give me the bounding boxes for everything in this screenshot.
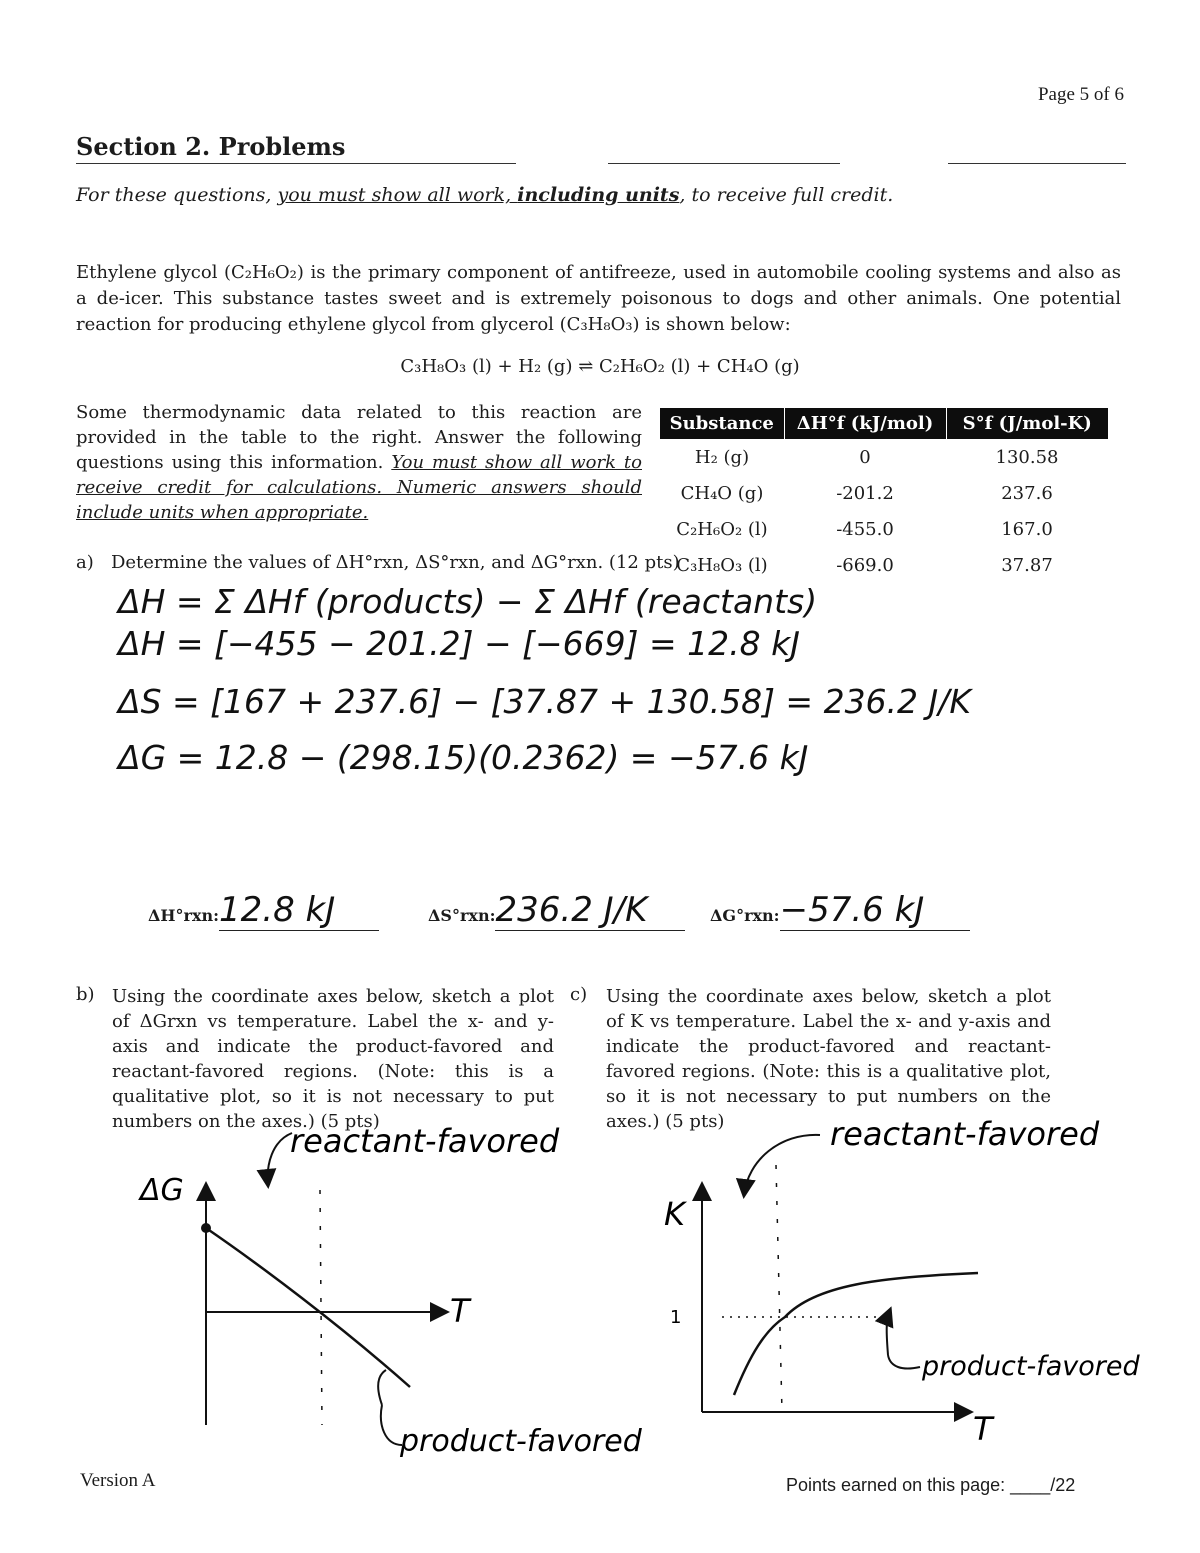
k-vs-t-plot (640, 1105, 1190, 1450)
thermo-data-table (660, 408, 1108, 583)
table-cell: -201.2 (836, 482, 894, 504)
work-line-1: ΔH = Σ ΔHf (products) − Σ ΔHf (reactants) (118, 582, 818, 621)
work-line-3: ΔS = [167 + 237.6] − [37.87 + 130.58] = 236.2 J/K (118, 682, 972, 721)
product-bracket (381, 1405, 402, 1445)
table-row (660, 547, 1108, 583)
t-axis-label: T (973, 1410, 993, 1448)
crossover-line (776, 1165, 782, 1412)
product-annotation: product-favored (400, 1424, 642, 1459)
dg-vs-t-plot (120, 1125, 680, 1485)
instructions-prefix: For these questions, (76, 184, 278, 206)
section-title: Section 2. Problems (76, 132, 346, 161)
part-a-label: a) (76, 552, 94, 573)
footer-points: Points earned on this page: ____/22 (786, 1475, 1076, 1495)
instructions-suffix: , to receive full credit. (679, 184, 894, 206)
part-b-text: Using the coordinate axes below, sketch a plot of ΔGrxn vs temperature. Label the x- and y-axis and indicate the product-favored and reactant-favored regions. (Note: this is a qualitative plot, so it is not necessary to put numbers on the axes.) (5 pts) (112, 986, 554, 1132)
table-header: S°f (J/mol-K) (946, 408, 1108, 439)
rule-3 (948, 163, 1126, 164)
product-bracket (888, 1355, 920, 1369)
dg-label: ΔG°rxn: (710, 906, 780, 925)
rule-1 (76, 163, 516, 164)
table-header: ΔH°f (kJ/mol) (784, 408, 946, 439)
dh-label: ΔH°rxn: (148, 906, 220, 925)
table-cell: -455.0 (836, 518, 894, 540)
dg-curve (206, 1228, 410, 1387)
table-row (660, 475, 1108, 511)
work-line-2: ΔH = [−455 − 201.2] − [−669] = 12.8 kJ (118, 624, 800, 663)
reactant-arrow (268, 1133, 292, 1185)
table-header: Substance (660, 408, 784, 439)
t-axis-label: T (450, 1292, 470, 1330)
part-a-prompt-text: Determine the values of ΔH°rxn, ΔS°rxn, and ΔG°rxn. (12 pts) (110, 552, 680, 573)
k-one-tick: 1 (670, 1307, 682, 1328)
part-b-label: b) (76, 984, 95, 1005)
table-cell: -669.0 (836, 554, 894, 576)
table-cell: H₂ (g) (694, 446, 750, 468)
table-cell: 167.0 (1001, 518, 1053, 540)
reaction-equation: C₃H₈O₃ (l) + H₂ (g) ⇌ C₂H₆O₂ (l) + CH₄O (g) (400, 356, 800, 377)
dg-axis-label: ΔG (140, 1173, 184, 1208)
ds-value: 236.2 J/K (495, 890, 648, 930)
dh-answer (148, 890, 379, 931)
table-cell: 237.6 (1001, 482, 1053, 504)
product-arrow (378, 1370, 386, 1405)
table-row (660, 439, 1108, 475)
data-intro-underlined: You must show all work to receive credit for calculations. Numeric answers should include units when appropriate. (76, 452, 642, 523)
part-c-text: Using the coordinate axes below, sketch a plot of K vs temperature. Label the x- and y-axis and indicate the product-favored and reactant-favored regions. (Note: this is a qualitative plot, so it is not necessary to put numbers on the axes.) (5 pts) (606, 986, 1051, 1132)
table-row (660, 511, 1108, 547)
dg-value: −57.6 kJ (779, 890, 925, 930)
crossover-line (320, 1190, 322, 1425)
rule-2 (608, 163, 840, 164)
data-intro (76, 400, 642, 525)
product-annotation: product-favored (922, 1351, 1140, 1382)
table-cell: 37.87 (1001, 554, 1053, 576)
instructions-bold: including units (517, 184, 680, 206)
ds-label: ΔS°rxn: (428, 906, 496, 925)
part-c-label: c) (570, 984, 588, 1005)
reactant-annotation: reactant-favored (290, 1125, 560, 1160)
table-cell: C₂H₆O₂ (l) (676, 518, 768, 540)
dg-answer (710, 890, 970, 931)
table-cell: 130.58 (995, 446, 1059, 468)
footer-version: Version A (80, 1470, 156, 1491)
dh-value: 12.8 kJ (219, 890, 336, 930)
product-arrow (887, 1310, 890, 1355)
data-intro-text: Some thermodynamic data related to this reaction are provided in the table to the right. Answer the following questions using this information. (76, 402, 642, 473)
intro-paragraph: Ethylene glycol (C₂H₆O₂) is the primary component of antifreeze, used in automobile cooling systems and also as a de-icer. This substance tastes sweet and is extremely poisonous to dogs and other animals. One potential reaction for producing ethylene glycol from glycerol (C₃H₈O₃) is shown below: (76, 262, 1121, 335)
page-number: Page 5 of 6 (1037, 84, 1124, 105)
work-line-4: ΔG = 12.8 − (298.15)(0.2362) = −57.6 kJ (118, 738, 809, 777)
ds-answer (428, 890, 685, 931)
table-header-row (660, 408, 1108, 439)
table-cell: CH₄O (g) (680, 482, 764, 504)
part-a-prompt (76, 552, 680, 573)
instructions (76, 184, 893, 206)
reactant-annotation: reactant-favored (830, 1115, 1100, 1153)
instructions-underlined: you must show all work, (277, 184, 518, 206)
reactant-arrow (744, 1135, 820, 1195)
table-cell: 0 (859, 446, 871, 468)
table-cell: C₃H₈O₃ (l) (676, 554, 768, 576)
k-axis-label: K (664, 1195, 685, 1233)
